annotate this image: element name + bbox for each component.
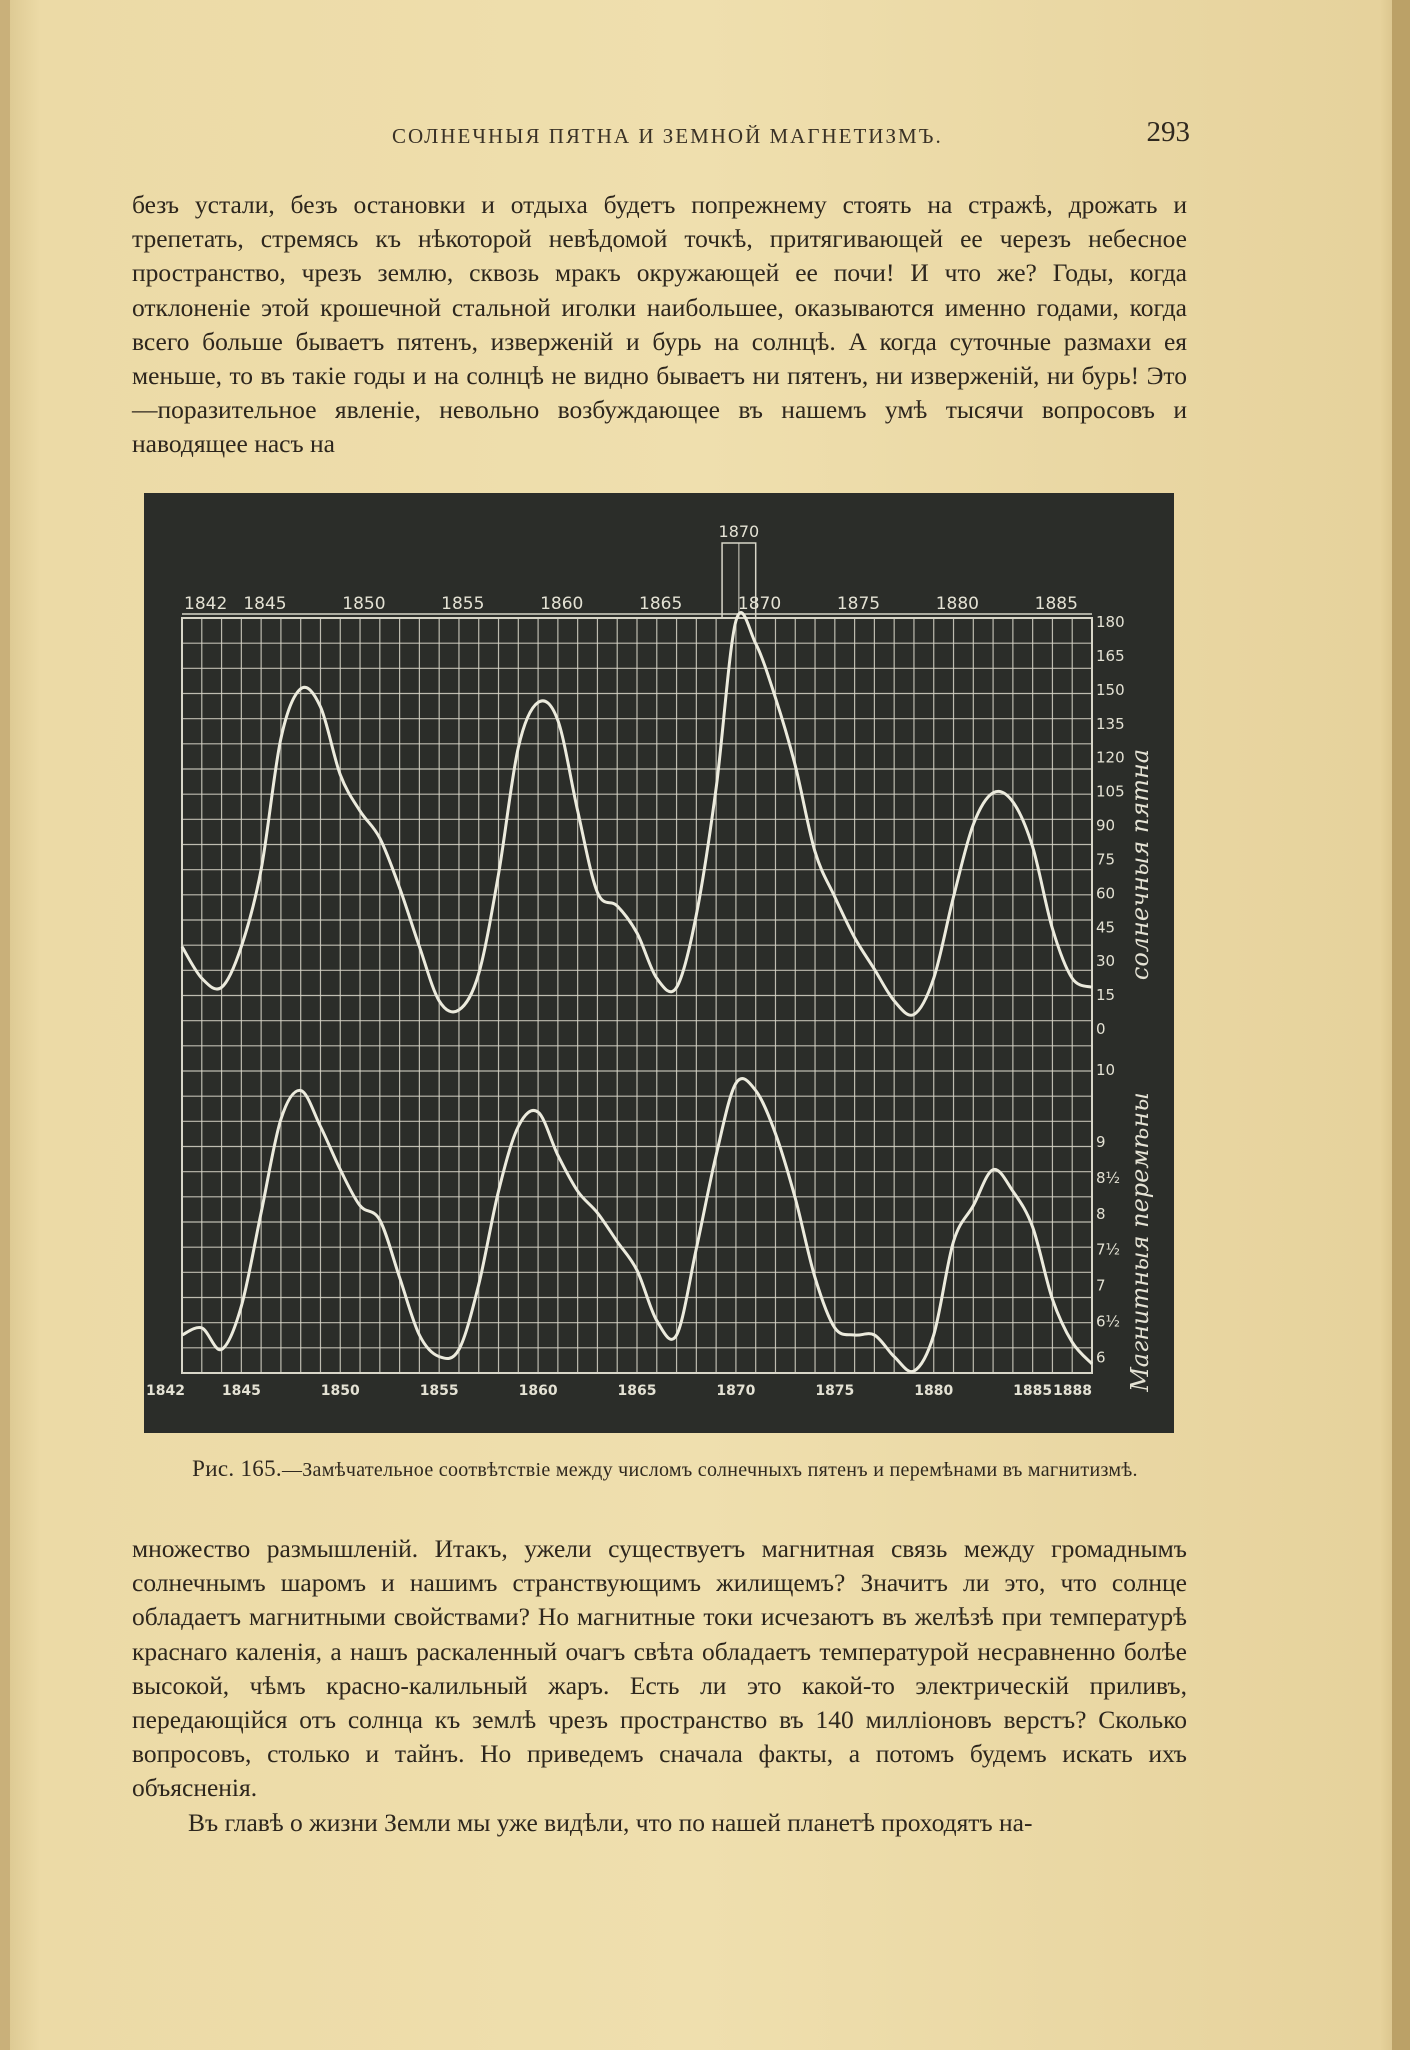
sunspot-tick-label: 120: [1096, 748, 1125, 767]
caption-text: —Замѣчательное соотвѣтствіе между числомъ солнечныхъ пятенъ и перемѣнами въ магнитизмѣ.: [281, 1459, 1138, 1481]
page-number: 293: [1146, 116, 1190, 148]
top-year-tick-label: 1875: [836, 594, 881, 614]
bottom-year-tick-label: 1860: [518, 1383, 558, 1399]
sunspot-tick-label: 90: [1096, 816, 1116, 835]
bottom-year-axis: [146, 1383, 1092, 1399]
right-value-axis: [1096, 613, 1125, 1367]
body-text-bottom: [132, 1532, 1187, 1840]
bottom-year-tick-label: 1845: [221, 1383, 261, 1399]
top-year-tick-label: 1885: [1034, 594, 1078, 614]
bottom-year-tick-label: 1888: [1053, 1383, 1092, 1399]
paragraph-continued: безъ устали, безъ остановки и отдыха будетъ попрежнему стоять на стражѣ, дрожать и трепетать, стремясь къ нѣкоторой невѣдомой точкѣ, притягивающей ее черезъ небесное пространство, чрезъ землю, сквозь мракъ окружающей ее почи! И что же? Годы, когда отклоненіе этой крошечной стальной иголки наибольшее, оказываются именно годами, когда всего больше бываетъ пятенъ, изверженій и бурь на солнцѣ. А когда суточные размахи ея меньше, то въ такіе годы и на солнцѣ не видно бываетъ ни пятенъ, ни изверженій, ни бурь! Это—поразительное явленіе, невольно возбуждающее въ нашемъ умѣ тысячи вопросовъ и наводящее насъ на: [132, 190, 1187, 459]
chart-grid: [182, 614, 1092, 1373]
sunspot-tick-label: 45: [1096, 918, 1116, 937]
bottom-year-tick-label: 1842: [146, 1383, 185, 1399]
top-year-tick-label: 1880: [935, 594, 980, 614]
figure-caption: [140, 1456, 1190, 1483]
sunspot-tick-label: 60: [1096, 884, 1116, 903]
bottom-year-tick-label: 1885: [1013, 1383, 1053, 1399]
axis-titles: [1126, 749, 1154, 1393]
sunspot-tick-label: 15: [1096, 986, 1116, 1005]
sunspot-tick-label: 180: [1096, 613, 1125, 631]
paragraph-1: множество размышленій. Итакъ, ужели существуетъ магнитная связь между громаднымъ солнечнымъ шаромъ и нашимъ странствующимъ жилищемъ? Значитъ ли это, что солнце обладаетъ магнитными свойствами? Но магнитные токи исчезаютъ въ желѣзѣ при температурѣ краснаго каленія, а нашъ раскаленный очагъ свѣта обладаетъ температурой несравненно болѣе высокой, чѣмъ красно-калильный жаръ. Есть ли это какой-то электрическій приливъ, передающійся отъ солнца къ землѣ чрезъ пространство въ 140 милліоновъ верстъ? Сколько вопросовъ, столько и тайнъ. Но приведемъ сначала факты, а потомъ будемъ искать ихъ объясненія.: [132, 1534, 1187, 1803]
top-year-tick-label: 1850: [342, 594, 386, 614]
bottom-year-tick-label: 1880: [914, 1383, 954, 1399]
chart-canvas: [144, 493, 1174, 1433]
bottom-year-tick-label: 1850: [320, 1383, 360, 1399]
sunspot-tick-label: 0: [1096, 1020, 1106, 1038]
top-year-tick-label: 1865: [639, 594, 683, 614]
top-year-tick-label: 1845: [243, 594, 287, 614]
body-text-top: [132, 188, 1187, 462]
magnetic-tick-label: 8½: [1096, 1168, 1121, 1187]
magnetic-tick-label: 6: [1096, 1348, 1106, 1367]
paragraph-2: Въ главѣ о жизни Земли мы уже видѣли, что по нашей планетѣ проходятъ на-: [188, 1807, 1033, 1837]
page-binding-edge: [1392, 0, 1410, 2050]
top-year-tick-label: 1870: [737, 594, 782, 614]
sunspot-tick-label: 150: [1096, 680, 1125, 699]
running-head: [130, 116, 1190, 156]
magnetic-tick-label: 7½: [1096, 1240, 1121, 1259]
sunspot-tick-label: 105: [1096, 782, 1125, 801]
bottom-year-tick-label: 1870: [716, 1383, 756, 1399]
bottom-year-tick-label: 1855: [419, 1383, 459, 1399]
running-title: СОЛНЕЧНЫЯ ПЯТНА И ЗЕМНОЙ МАГНЕТИЗМЪ.: [392, 124, 943, 148]
page-left-edge: [0, 0, 10, 2050]
sunspot-tick-label: 165: [1096, 646, 1125, 665]
bottom-year-tick-label: 1865: [617, 1383, 657, 1399]
top-peak-year-label: 1870: [718, 522, 760, 541]
top-year-axis: [184, 522, 1078, 614]
sunspot-tick-label: 135: [1096, 714, 1125, 733]
top-year-tick-label: 1860: [540, 594, 584, 614]
magnetic-tick-label: 7: [1096, 1276, 1106, 1295]
figure-165-chart: [144, 493, 1174, 1433]
magnetic-tick-label: 9: [1096, 1132, 1106, 1151]
sunspot-tick-label: 75: [1096, 850, 1116, 869]
magnetic-tick-label: 8: [1096, 1204, 1106, 1223]
top-year-tick-label: 1842: [184, 594, 228, 614]
top-year-tick-label: 1855: [441, 594, 485, 614]
magnetic-axis-title: Магнитныя перемѣны: [1126, 1092, 1154, 1392]
magnetic-tick-label: 6½: [1096, 1312, 1121, 1331]
sunspot-axis-title: солнечныя пятна: [1126, 748, 1154, 981]
caption-figure-number: Рис. 165.: [192, 1456, 282, 1481]
magnetic-tick-label: 10: [1096, 1060, 1116, 1079]
sunspot-tick-label: 30: [1096, 952, 1116, 971]
bottom-year-tick-label: 1875: [815, 1383, 855, 1399]
